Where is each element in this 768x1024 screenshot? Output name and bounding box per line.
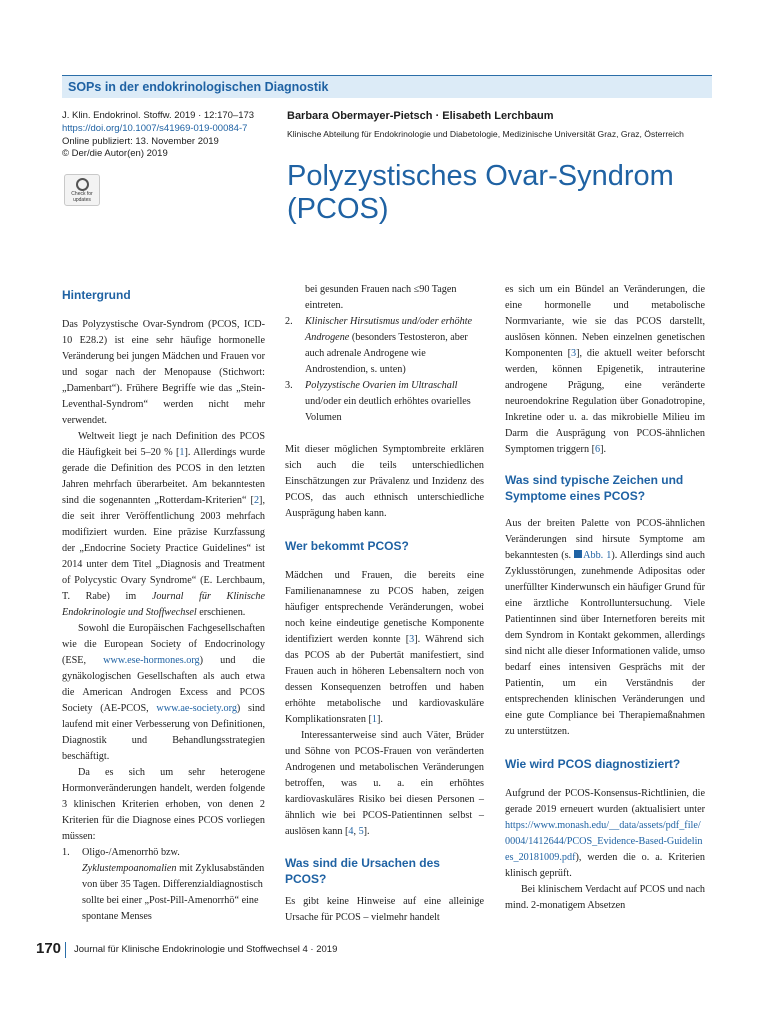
copyright: © Der/die Autor(en) 2019	[62, 148, 168, 160]
check-for-updates-badge[interactable]	[64, 174, 100, 206]
paragraph: Das Polyzystische Ovar-Syndrom (PCOS, ICD-10 E28.2) ist eine sehr häufige hormonelle Veränderung bei jungen Mädchen und Frauen vor und sogar nach der Menopause (Stichwort: „Damenbart“). Frühere Begriffe wie das „Stein-Leventhal-Syndrom“ werden nicht mehr verwendet.	[62, 319, 265, 426]
paragraph: Bei klinischem Verdacht auf PCOS und nach mind. 2-monatigem Absetzen	[505, 884, 705, 911]
reference-link[interactable]: 1	[371, 714, 377, 725]
figure-link[interactable]: Abb. 1	[574, 550, 611, 561]
reference-link[interactable]: 2	[253, 495, 260, 506]
criteria-list-continued	[285, 282, 484, 426]
paragraph: Aus der breiten Palette von PCOS-ähnlichen Veränderungen sind hirsute Symptome am bekanntesten (s. Abb. 1). Allerdings sind auch Zyklusstörungen, zunehmende Adipositas oder unerfüllter Kinderwunsch ein häufiger Grund für eine ärztliche Kontrolluntersuchung. Viele Patientinnen sind über Internetforen bereits mit dem Syndrom in Kontakt gekommen, allerdings sind nicht alle dieser Informationen valide, umso bedarf eines intensiven Gesprächs mit der Patientin, um ein Verständnis der entsprechenden klinischen Veränderungen und eine gute Compliance bei Therapiemaßnahmen zu unterstützen.	[505, 518, 705, 737]
column-1	[62, 282, 265, 925]
column-2	[285, 282, 484, 926]
affiliation: Klinische Abteilung für Endokrinologie und Diabetologie, Medizinische Universität Graz, Graz, Österreich	[287, 129, 684, 139]
paragraph: Interessanterweise sind auch Väter, Brüder und Söhne von PCOS-Frauen von veränderten Androgenen und metabolischen Veränderungen betroffen, was u. a. ein erhöhtes kardiovaskuläres Risiko bei diesen Personen – ähnlich wie bei PCOS-Patientinnen selbst – auslösen kann [4, 5].	[285, 730, 484, 837]
column-3	[505, 282, 705, 914]
ae-society-link[interactable]: www.ae-society.org	[156, 703, 237, 714]
paragraph: Aufgrund der PCOS-Konsensus-Richtlinien, die gerade 2019 erneuert wurden (aktualisiert unter https://www.monash.edu/__data/assets/pdf_file/0004/1412644/PCOS_Evidence-Based-Guidelines_20181009.pdf), werden die o. a. Kriterien klinisch geprüft.	[505, 788, 705, 879]
figure-arrow-icon	[574, 550, 582, 558]
article-title	[287, 160, 707, 226]
section-banner: SOPs in der endokrinologischen Diagnostik	[62, 76, 712, 98]
paragraph: Sowohl die Europäischen Fachgesellschaften wie die European Society of Endocrinology (ESE, www.ese-hormones.org) und die gynäkologischen Gesellschaften als auch etwa die American Androgen Excess and PCOS Society (AE-PCOS, www.ae-society.org) sind laufend mit einer Verbesserung von Definitionen, Diagnostik und Behandlungsstrategien beschäftigt.	[62, 623, 266, 762]
reference-link[interactable]: 4	[348, 826, 354, 837]
footer-journal: Journal für Klinische Endokrinologie und Stoffwechsel 4 · 2019	[74, 944, 338, 955]
reference-link[interactable]: 5	[358, 826, 364, 837]
footer-divider	[65, 942, 66, 958]
heading-wer-bekommt-pcos: Wer bekommt PCOS?	[285, 539, 409, 553]
check-updates-icon	[76, 178, 89, 191]
authors: Barbara Obermayer-Pietsch · Elisabeth Lerchbaum	[287, 110, 554, 122]
paragraph: Mit dieser möglichen Symptombreite erklären sich auch die teils unterschiedlichen Einschätzungen zur Prävalenz und Inzidenz des PCOS, das auch ethnisch unterschiedliche Ausprägung haben kann.	[285, 444, 484, 519]
list-item: 3. Polyzystische Ovarien im Ultraschall und/oder ein deutlich erhöhtes ovarielles Volumen	[285, 380, 471, 423]
reference-link[interactable]: 6	[594, 444, 601, 455]
heading-hintergrund: Hintergrund	[62, 288, 131, 302]
title-line-2: (PCOS)	[287, 193, 389, 225]
doi-link[interactable]: https://doi.org/10.1007/s41969-019-00084-7	[62, 122, 248, 134]
check-updates-label: Check for updates	[71, 191, 93, 203]
article-meta	[62, 110, 277, 161]
paragraph: Weltweit liegt je nach Definition des PCOS die Häufigkeit bei 5–20 % [1]. Allerdings wurde gerade die Definition des PCOS in den letzten Jahren mehrfach überarbeitet. Am bekanntesten sind die sogenannten „Rotterdam-Kriterien“ [2], die seit ihrer Veröffentlichung 2003 mehrfach modifiziert wurden. Eine präzise Kurzfassung der „Endocrine Society Practice Guidelines“ ist 2014 unter dem Titel „Diagnosis and Treatment of Polycystic Ovary Syndrome“ (E. Lerchbaum, T. Rabe) im Journal für Klinische Endokrinologie und Stoffwechsel erschienen.	[62, 431, 266, 618]
ese-link[interactable]: www.ese-hormones.org	[103, 655, 200, 666]
reference-link[interactable]: 3	[409, 634, 415, 645]
citation: J. Klin. Endokrinol. Stoffw. 2019 · 12:170–173	[62, 110, 255, 121]
reference-link[interactable]: 3	[570, 348, 577, 359]
list-item: 1. Oligo-/Amenorrhö bzw. Zyklustempoanomalien mit Zyklusabständen von über 35 Tagen. Differenzialdiagnostisch sollte bei einer „Post-Pill-Amenorrhö“ eine spontane Menses	[62, 847, 265, 922]
criteria-list	[62, 845, 265, 925]
page-number: 170	[36, 940, 62, 957]
heading-diagnostik: Wie wird PCOS diagnostiziert?	[505, 757, 681, 771]
paragraph: Es gibt keine Hinweise auf eine alleinige Ursache für PCOS – vielmehr handelt	[285, 896, 484, 923]
published-date: Online publiziert: 13. November 2019	[62, 135, 219, 147]
paragraph: Da es sich um sehr heterogene Hormonveränderungen handelt, werden folgende 3 klinischen Kriterien erhoben, von denen 2 Kriterien für die Diagnose eines PCOS vorliegen müssen:	[62, 767, 265, 842]
list-item: bei gesunden Frauen nach ≤90 Tagen eintreten.	[305, 284, 457, 311]
title-line-1: Polyzystisches Ovar-Syndrom	[287, 160, 674, 192]
heading-ursachen: Was sind die Ursachen des PCOS?	[285, 856, 440, 886]
paragraph: Mädchen und Frauen, die bereits eine Familienanamnese zu PCOS haben, zeigen häufiger entsprechende Veränderungen, wobei noch keine eindeutige genetische Komponente identifiziert werden konnte [3]. Während sich das PCOS ab der Pubertät manifestiert, sind Frauen auch in höheren Lebensaltern noch von dessen Konsequenzen betroffen und haben erhöhte metabolische und kardiovaskuläre Komplikationsraten [1].	[285, 570, 484, 725]
reference-link[interactable]: 1	[179, 447, 185, 458]
paragraph: es sich um ein Bündel an Veränderungen, die eine hormonelle und metabolische Normvariante, wie sie das PCOS darstellt, auslösen können. Neben einzelnen genetischen Komponenten [3], die aktuell weiter beforscht werden, können Epigenetik, intrauterine androgene Prägung, eine veränderte neuroendokrine Regulation über Gonadotropine, Inkretine oder u. a. das mikrobielle Milieu im Darm die Ausprägung von PCOS-ähnlichen Symptomen triggern [6].	[505, 284, 705, 455]
heading-zeichen-symptome: Was sind typische Zeichen und Symptome eines PCOS?	[505, 473, 684, 503]
list-item: 2. Klinischer Hirsutismus und/oder erhöhte Androgene (besonders Testosteron, aber auch adrenale Androgene wie Androstendion, s. unten)	[285, 316, 473, 375]
monash-guideline-link[interactable]: https://www.monash.edu/__data/assets/pdf_file/0004/1412644/PCOS_Evidence-Based-Guidelines_20181009.pdf	[505, 820, 703, 863]
